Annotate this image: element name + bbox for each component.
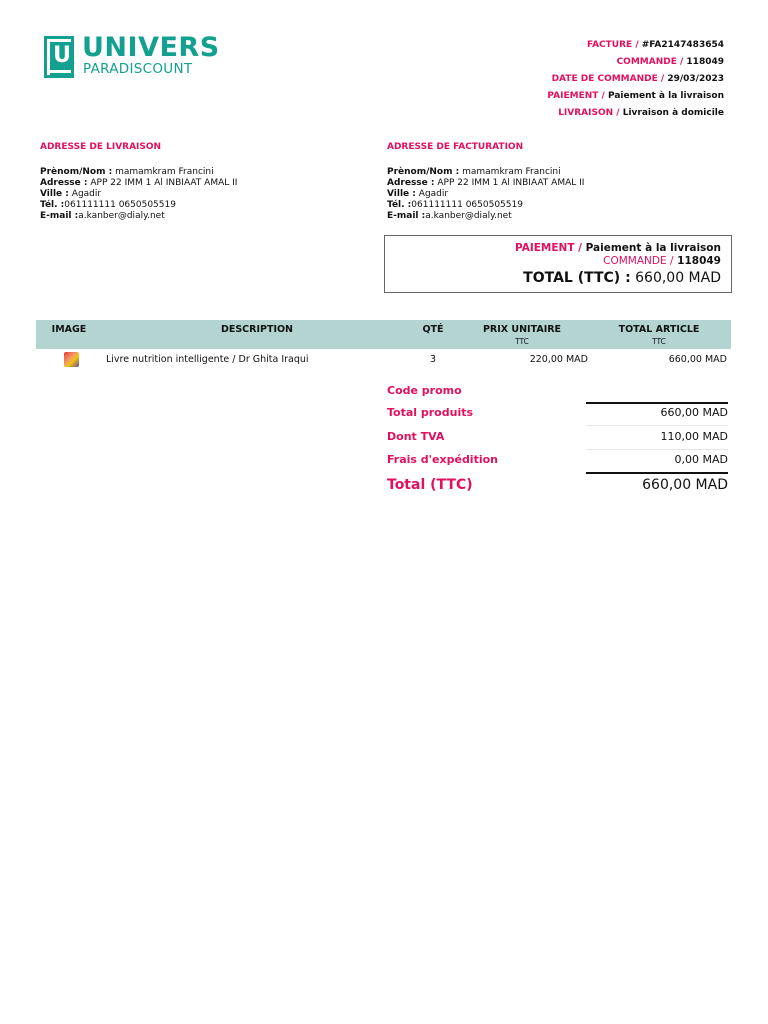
shipping-city-line	[40, 189, 340, 200]
summary-paiement-value: Paiement à la livraison	[585, 242, 721, 254]
logo-letter: U	[50, 42, 74, 70]
shipping-name: mamamkram Francini	[115, 167, 214, 177]
totals-divider-bottom	[586, 472, 728, 474]
billing-address-line	[387, 178, 687, 189]
summary-paiement-label: PAIEMENT /	[514, 242, 582, 254]
billing-name: mamamkram Francini	[462, 167, 561, 177]
meta-commande	[547, 57, 724, 74]
billing-name-label: Prènom/Nom :	[387, 167, 460, 177]
grand-total-value: 660,00 MAD	[642, 477, 728, 493]
billing-tel: 061111111 0650505519	[411, 200, 523, 210]
shipping-tel-line	[40, 200, 340, 211]
billing-address-label: Adresse :	[387, 178, 435, 188]
totals-promo	[387, 384, 728, 404]
totals-shipping	[387, 453, 728, 473]
summary-commande-label: COMMANDE /	[603, 255, 674, 267]
products-value: 660,00 MAD	[660, 406, 728, 419]
summary-paiement	[385, 242, 721, 255]
shipping-tel: 061111111 0650505519	[64, 200, 176, 210]
header-qty: QTÉ	[422, 324, 444, 335]
meta-livraison-label: LIVRAISON /	[558, 108, 620, 118]
billing-email-label: E-mail :	[387, 211, 426, 221]
totals-tva	[387, 430, 728, 450]
shipping-email-label: E-mail :	[40, 211, 79, 221]
summary-total-value: 660,00 MAD	[635, 270, 721, 286]
shipping-address-line	[40, 178, 340, 189]
summary-box	[384, 235, 732, 293]
meta-paiement-value: Paiement à la livraison	[607, 91, 724, 101]
header-unit-price-sub: TTC	[515, 337, 529, 346]
billing-city: Agadir	[418, 189, 449, 199]
totals-divider-top	[586, 402, 728, 404]
shipping-fee-label: Frais d'expédition	[387, 453, 498, 466]
shipping-address-label: Adresse :	[40, 178, 88, 188]
shipping-city: Agadir	[71, 189, 102, 199]
shipping-name-line	[40, 167, 340, 178]
meta-facture-label: FACTURE /	[586, 40, 639, 50]
brand-logo	[44, 32, 220, 82]
logo-mark	[44, 36, 74, 78]
summary-commande	[385, 255, 721, 268]
meta-date-label: DATE DE COMMANDE /	[551, 74, 665, 84]
billing-tel-line	[387, 200, 687, 211]
shipping-name-label: Prènom/Nom :	[40, 167, 113, 177]
shipping-tel-label: Tél. :	[40, 200, 65, 210]
row-qty: 3	[429, 354, 437, 365]
summary-total	[385, 269, 721, 287]
shipping-address-value: APP 22 IMM 1 Al INBIAAT AMAL II	[90, 178, 238, 188]
header-total-sub: TTC	[652, 337, 666, 346]
shipping-email-line	[40, 211, 340, 222]
shipping-city-label: Ville :	[40, 189, 69, 199]
meta-livraison	[547, 108, 724, 125]
brand-subname: PARADISCOUNT	[83, 61, 193, 77]
header-unit-price	[466, 324, 578, 346]
header-image: IMAGE	[51, 324, 87, 335]
billing-tel-label: Tél. :	[387, 200, 412, 210]
billing-email-line	[387, 211, 687, 222]
meta-date	[547, 74, 724, 91]
billing-address	[387, 142, 687, 222]
billing-email: a.kanber@dialy.net	[425, 211, 512, 221]
table-row	[36, 349, 731, 371]
row-total: 660,00 MAD	[668, 354, 727, 365]
meta-commande-value: 118049	[686, 57, 724, 67]
header-description: DESCRIPTION	[220, 324, 294, 335]
book-cover-thumbnail	[64, 352, 79, 367]
logo-underline	[50, 73, 74, 75]
header-unit-price-label: PRIX UNITAIRE	[482, 324, 562, 335]
row-description: Livre nutrition intelligente / Dr Ghita Iraqui	[106, 354, 309, 365]
shipping-email: a.kanber@dialy.net	[78, 211, 165, 221]
billing-title: ADRESSE DE FACTURATION	[387, 142, 524, 152]
totals-products	[387, 406, 728, 426]
summary-commande-value: 118049	[677, 255, 721, 267]
totals-divider-1	[586, 425, 728, 426]
meta-date-value: 29/03/2023	[667, 74, 724, 84]
tva-value: 110,00 MAD	[660, 430, 728, 443]
meta-facture-value: #FA2147483654	[641, 40, 724, 50]
table-header	[36, 320, 731, 349]
summary-total-label: TOTAL (TTC) :	[523, 270, 631, 286]
shipping-title: ADRESSE DE LIVRAISON	[40, 142, 162, 152]
invoice-meta	[547, 40, 724, 125]
shipping-fee-value: 0,00 MAD	[674, 453, 728, 466]
row-unit-price: 220,00 MAD	[529, 354, 588, 365]
promo-label: Code promo	[387, 384, 462, 397]
billing-city-line	[387, 189, 687, 200]
brand-name: UNIVERS	[82, 32, 220, 63]
grand-total-label: Total (TTC)	[387, 477, 473, 493]
tva-label: Dont TVA	[387, 430, 445, 443]
meta-livraison-value: Livraison à domicile	[622, 108, 724, 118]
billing-city-label: Ville :	[387, 189, 416, 199]
header-total-label: TOTAL ARTICLE	[618, 324, 700, 335]
meta-commande-label: COMMANDE /	[616, 57, 684, 67]
meta-facture	[547, 40, 724, 57]
header-total	[603, 324, 715, 346]
shipping-address	[40, 142, 340, 222]
meta-paiement-label: PAIEMENT /	[547, 91, 605, 101]
meta-paiement	[547, 91, 724, 108]
products-label: Total produits	[387, 406, 474, 419]
billing-address-value: APP 22 IMM 1 Al INBIAAT AMAL II	[437, 178, 585, 188]
totals-grand	[387, 477, 728, 499]
totals-divider-2	[586, 449, 728, 450]
billing-name-line	[387, 167, 687, 178]
